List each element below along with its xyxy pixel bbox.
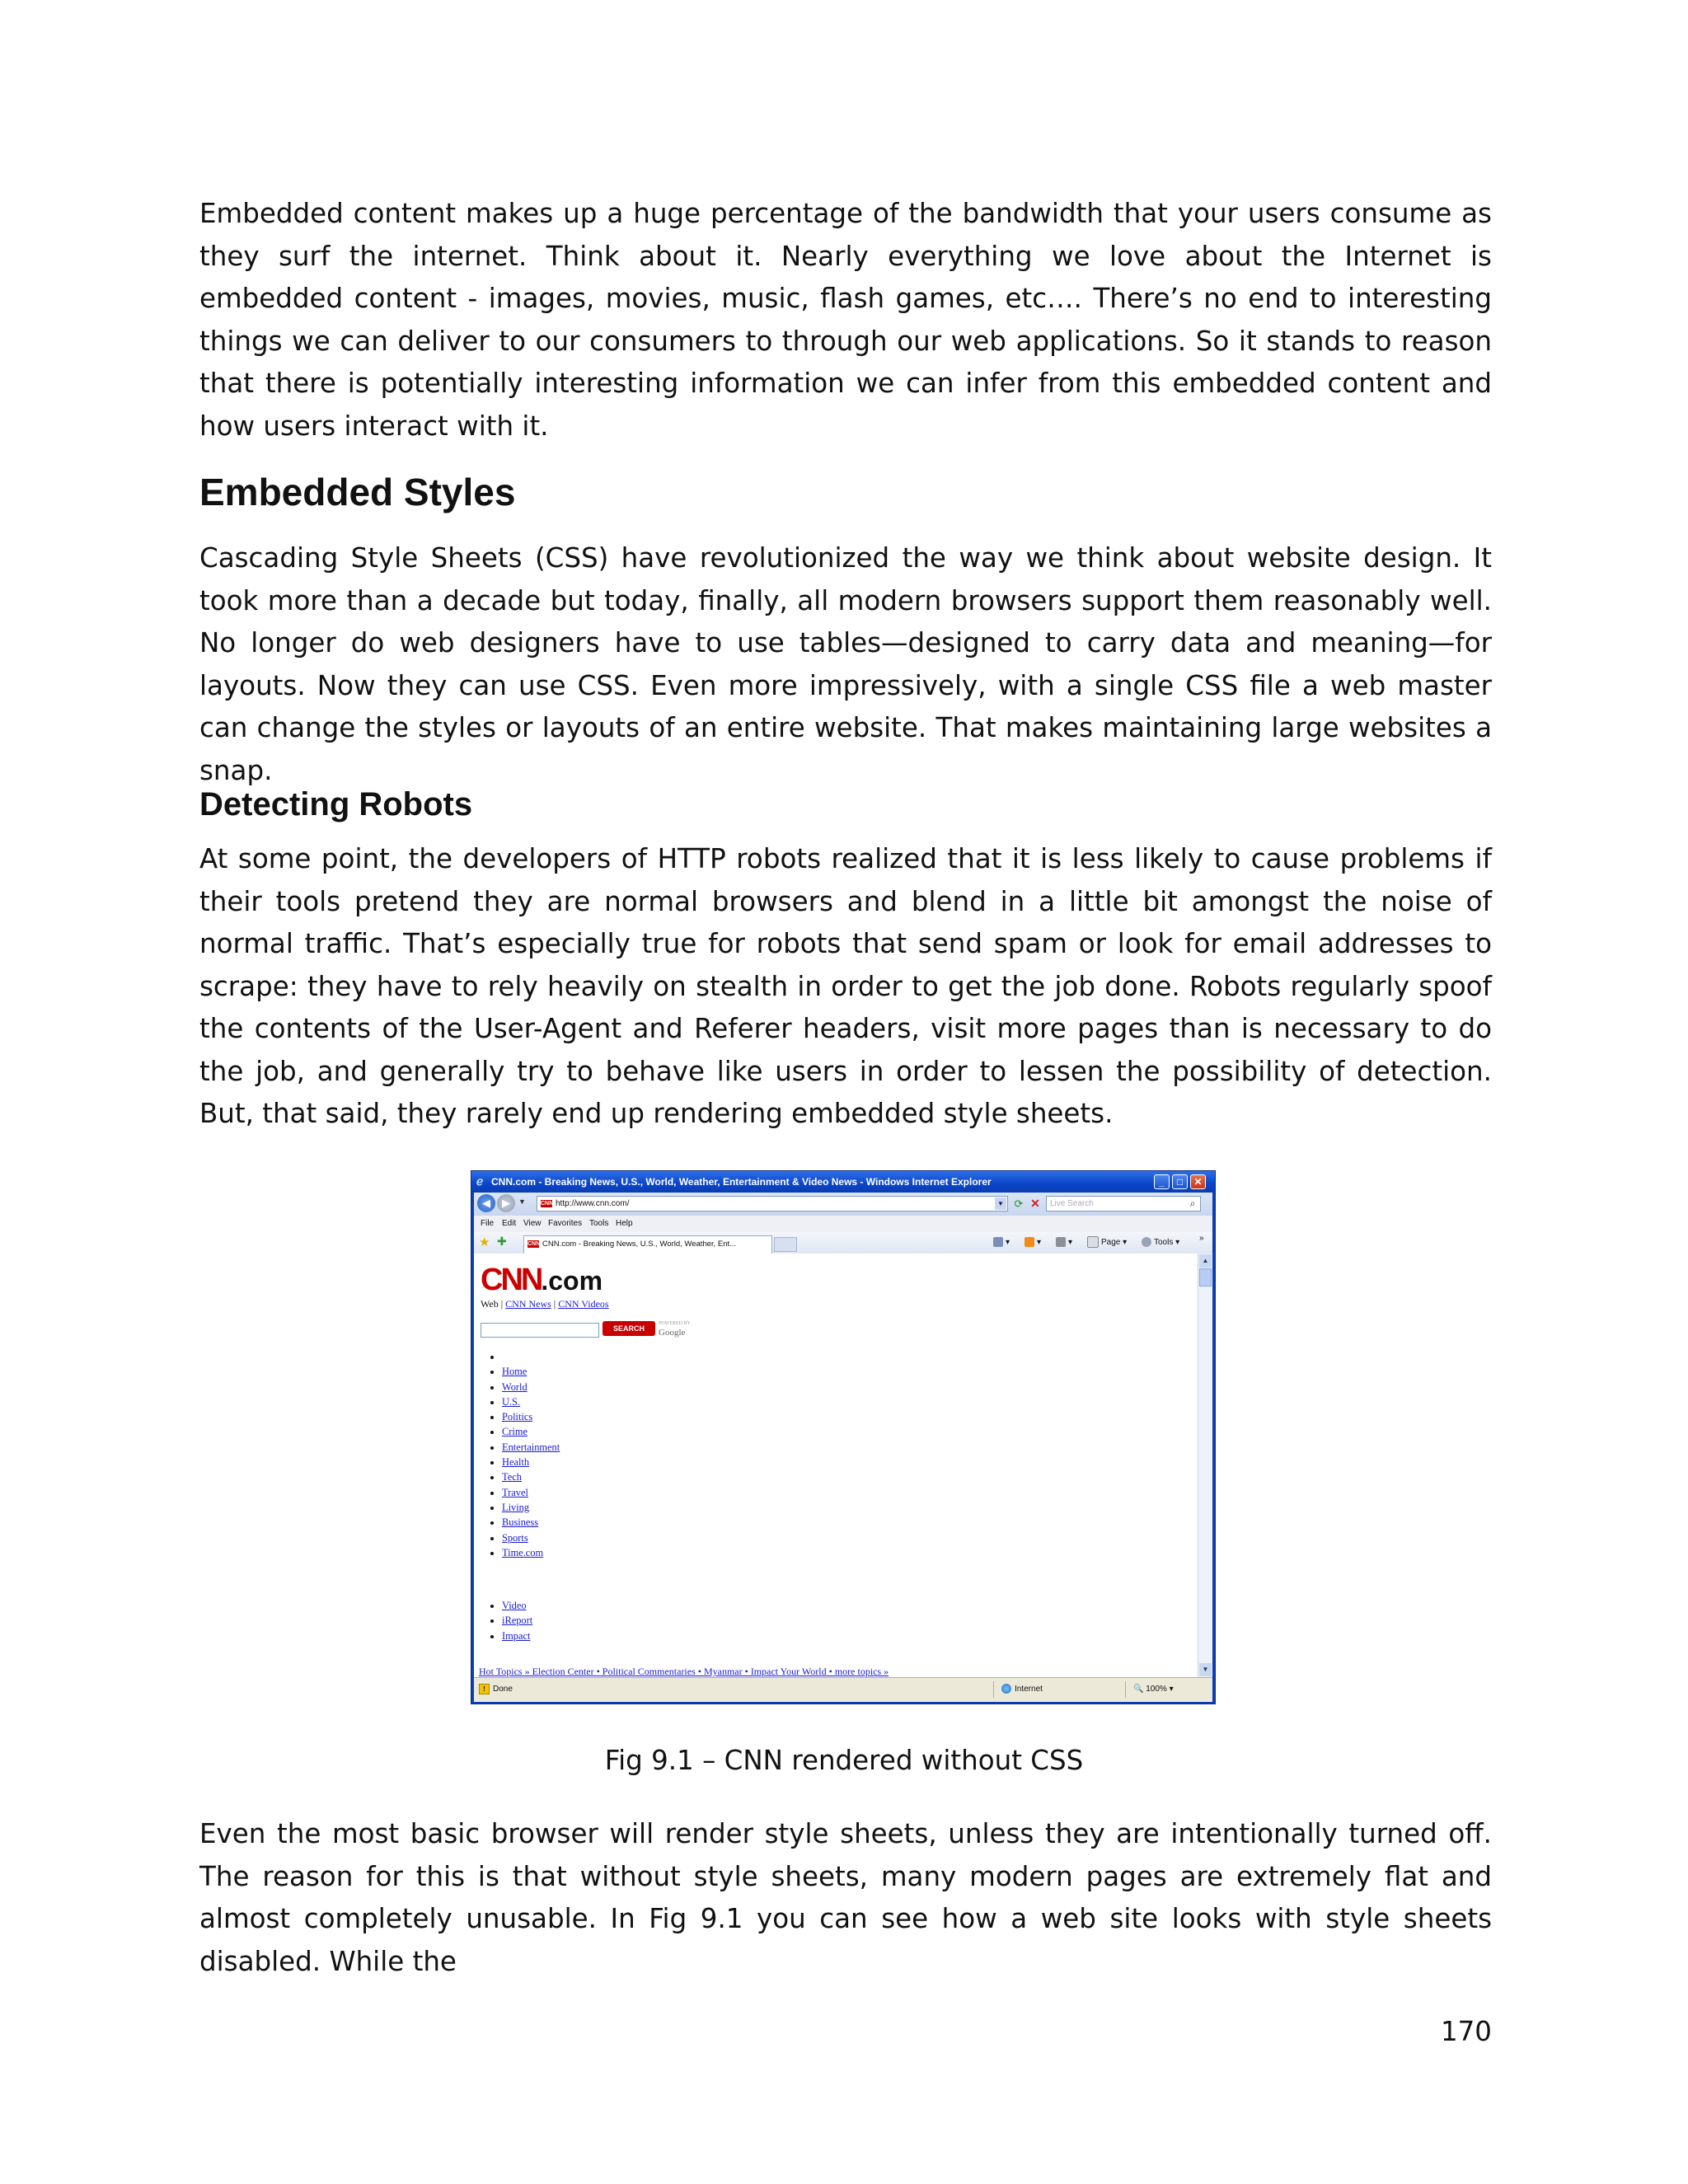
scope-cnn-news-link[interactable]: CNN News bbox=[505, 1298, 551, 1310]
nav-list bbox=[492, 1349, 560, 1560]
figure-caption: Fig 9.1 – CNN rendered without CSS bbox=[604, 1745, 1084, 1776]
google-badge bbox=[659, 1319, 691, 1338]
intro-paragraph: Embedded content makes up a huge percentage of the bandwidth that your users consume as they surf the internet. Think about it. Nearly everything we love about the Internet is embedded content - images, movies, music, flash games, etc…. There’s no end to interesting things we can deliver to our consumers to through our web applications. So it stands to reason that there is potentially interesting information we can infer from this embedded content and how users interact with it. bbox=[199, 198, 1492, 442]
cnn-search-button[interactable]: SEARCH bbox=[603, 1321, 655, 1336]
list-item bbox=[502, 1530, 560, 1545]
add-favorites-icon[interactable]: ✚ bbox=[497, 1235, 507, 1248]
zoom-label: 100% bbox=[1146, 1685, 1167, 1694]
list-item bbox=[502, 1545, 560, 1560]
menu-help[interactable]: Help bbox=[616, 1219, 633, 1228]
closing-paragraph: Even the most basic browser will render style sheets, unless they are intentionally turned off. The reason for this is that without style sheets, many modern pages are extremely flat and almost completely unusable. In Fig 9.1 you can see how a web site looks with style sheets disabled. While the bbox=[199, 1818, 1492, 1977]
history-dropdown-icon[interactable]: ▼ bbox=[518, 1197, 526, 1206]
menu-edit[interactable]: Edit bbox=[502, 1219, 517, 1228]
nav-link-us[interactable]: U.S. bbox=[502, 1395, 521, 1408]
list-item bbox=[502, 1424, 560, 1439]
nav-link-crime[interactable]: Crime bbox=[502, 1426, 528, 1438]
nav-link-politics[interactable]: Politics bbox=[502, 1411, 533, 1423]
globe-icon bbox=[1001, 1684, 1011, 1694]
tools-command[interactable]: Tools ▾ bbox=[1142, 1236, 1179, 1249]
nav-list-secondary bbox=[492, 1598, 532, 1643]
address-url: http://www.cnn.com/ bbox=[556, 1199, 630, 1208]
logo-cnn-text: CNN bbox=[481, 1263, 542, 1297]
stop-icon[interactable]: ✕ bbox=[1030, 1197, 1040, 1210]
nav-link-business[interactable]: Business bbox=[502, 1516, 539, 1529]
robots-paragraph: At some point, the developers of HTTP robots realized that it is less likely to cause problems if their tools pretend they are normal browsers and blend in a little bit amongst the noise of normal traffic. That’s especially true for robots that send spam or look for email addresses to scrape: they have to rely heavily on stealth in order to get the job done. Robots regularly spoof the contents of the User-Agent and Referer headers, visit more pages than is necessary to do the job, and generally try to behave like users in order to lessen the possibility of detection. But, that said, they rarely end up rendering embedded style sheets. bbox=[199, 843, 1492, 1129]
new-tab-button[interactable] bbox=[774, 1237, 797, 1252]
cnn-logo[interactable] bbox=[481, 1263, 603, 1303]
list-item bbox=[502, 1613, 532, 1628]
page-number: 170 bbox=[1440, 2016, 1492, 2047]
search-scope-links bbox=[481, 1298, 609, 1310]
address-dropdown-icon[interactable]: ▼ bbox=[995, 1197, 1006, 1210]
nav-link-sports[interactable]: Sports bbox=[502, 1531, 528, 1544]
hot-topics-links[interactable] bbox=[479, 1666, 889, 1677]
scroll-thumb[interactable] bbox=[1199, 1268, 1212, 1286]
nav-link-impact[interactable]: Impact bbox=[502, 1629, 531, 1642]
list-item bbox=[502, 1349, 560, 1364]
scope-separator: | bbox=[498, 1298, 506, 1310]
favorites-bar bbox=[474, 1232, 1212, 1254]
page-command[interactable]: Page ▾ bbox=[1087, 1236, 1127, 1249]
tab-title: CNN.com - Breaking News, U.S., World, Weather, Ent... bbox=[542, 1240, 737, 1249]
zoom-level[interactable]: 🔍 100% ▾ bbox=[1133, 1685, 1174, 1694]
browser-client-area bbox=[474, 1193, 1212, 1702]
heading-detecting-robots: Detecting Robots bbox=[199, 786, 473, 823]
menu-file[interactable]: File bbox=[481, 1219, 495, 1228]
favicon-icon: CNN bbox=[541, 1200, 554, 1207]
feeds-command[interactable]: ▾ bbox=[1025, 1236, 1041, 1249]
vertical-scrollbar[interactable] bbox=[1198, 1254, 1212, 1677]
scope-web: Web bbox=[481, 1298, 499, 1310]
list-item bbox=[502, 1380, 560, 1394]
nav-link-health[interactable]: Health bbox=[502, 1456, 530, 1469]
nav-link-time[interactable]: Time.com bbox=[502, 1546, 544, 1558]
address-input[interactable] bbox=[537, 1196, 1008, 1212]
menu-view[interactable]: View bbox=[523, 1219, 542, 1228]
forward-button[interactable]: ▶ bbox=[497, 1194, 515, 1212]
list-item bbox=[502, 1455, 560, 1469]
figure-browser-screenshot bbox=[471, 1170, 1216, 1704]
favorites-star-icon[interactable]: ★ bbox=[479, 1235, 490, 1249]
nav-link-living[interactable]: Living bbox=[502, 1501, 530, 1513]
status-text bbox=[479, 1678, 513, 1701]
list-item bbox=[502, 1440, 560, 1455]
home-icon bbox=[993, 1237, 1003, 1247]
search-icon[interactable]: ⌕ bbox=[1189, 1197, 1196, 1209]
scroll-up-icon[interactable]: ▲ bbox=[1199, 1254, 1212, 1268]
nav-link-world[interactable]: World bbox=[502, 1380, 528, 1393]
tab-favicon-icon: CNN bbox=[528, 1240, 541, 1247]
browser-tab[interactable] bbox=[523, 1235, 772, 1254]
nav-link-travel[interactable]: Travel bbox=[502, 1486, 528, 1498]
scope-cnn-videos-link[interactable]: CNN Videos bbox=[558, 1298, 609, 1310]
gear-icon bbox=[1142, 1237, 1151, 1247]
status-divider bbox=[993, 1681, 994, 1698]
zone-label: Internet bbox=[1015, 1685, 1043, 1694]
menu-tools[interactable]: Tools bbox=[589, 1219, 609, 1228]
list-item bbox=[502, 1598, 532, 1613]
window-title: CNN.com - Breaking News, U.S., World, Weather, Entertainment & Video News - Windows Internet Explorer bbox=[491, 1176, 992, 1188]
hot-topics-text[interactable]: Hot Topics » Election Center • Political Commentaries • Myanmar • Impact Your World • more topics » bbox=[479, 1666, 889, 1677]
status-divider bbox=[1125, 1681, 1126, 1698]
refresh-icon[interactable]: ⟳ bbox=[1014, 1197, 1024, 1210]
home-command[interactable]: ▾ bbox=[993, 1236, 1010, 1249]
css-paragraph: Cascading Style Sheets (CSS) have revolutionized the way we think about website design. It took more than a decade but today, finally, all modern browsers support them reasonably well. No longer do web designers have to use tables—designed to carry data and meaning—for layouts. Now they can use CSS. Even more impressively, with a single CSS file a web master can change the styles or layouts of an entire website. That makes maintaining large websites a snap. bbox=[199, 542, 1492, 786]
status-done-label: Done bbox=[493, 1685, 513, 1694]
list-item bbox=[502, 1629, 532, 1643]
google-label: Google bbox=[659, 1328, 686, 1338]
logo-com-text: .com bbox=[541, 1266, 603, 1296]
list-item bbox=[502, 1485, 560, 1500]
list-item bbox=[502, 1515, 560, 1530]
ie-logo-icon: ℯ bbox=[476, 1174, 484, 1188]
rss-icon bbox=[1025, 1237, 1034, 1247]
list-item bbox=[502, 1394, 560, 1409]
minimize-button[interactable]: _ bbox=[1154, 1174, 1170, 1189]
cnn-search-input[interactable] bbox=[481, 1323, 599, 1338]
tools-command-label: Tools bbox=[1154, 1238, 1174, 1247]
web-page-content bbox=[474, 1254, 1198, 1677]
close-button[interactable]: ✕ bbox=[1190, 1174, 1206, 1189]
menu-favorites[interactable]: Favorites bbox=[548, 1219, 583, 1228]
live-search-input[interactable]: Live Search bbox=[1046, 1196, 1201, 1212]
menu-bar bbox=[474, 1216, 1212, 1232]
security-zone bbox=[1001, 1678, 1043, 1701]
list-item bbox=[502, 1500, 560, 1515]
powered-by-label: POWERED BY bbox=[659, 1321, 691, 1326]
scope-separator: | bbox=[551, 1298, 559, 1310]
print-command[interactable]: ▾ bbox=[1056, 1236, 1072, 1249]
list-item bbox=[502, 1364, 560, 1379]
nav-link-ireport[interactable]: iReport bbox=[502, 1615, 533, 1627]
heading-embedded-styles: Embedded Styles bbox=[199, 471, 516, 513]
chevron-right-icon[interactable]: » bbox=[1199, 1234, 1204, 1243]
window-titlebar bbox=[471, 1171, 1215, 1193]
page-command-label: Page bbox=[1101, 1238, 1121, 1247]
scroll-down-icon[interactable]: ▼ bbox=[1199, 1663, 1212, 1676]
back-button[interactable]: ◀ bbox=[477, 1194, 495, 1212]
nav-link-entertainment[interactable]: Entertainment bbox=[502, 1441, 560, 1453]
maximize-button[interactable]: □ bbox=[1172, 1174, 1188, 1189]
status-bar bbox=[474, 1677, 1212, 1701]
warning-icon: ! bbox=[479, 1684, 490, 1694]
print-icon bbox=[1056, 1237, 1066, 1247]
address-bar bbox=[474, 1193, 1212, 1216]
list-item bbox=[502, 1409, 560, 1424]
nav-link-home[interactable]: Home bbox=[502, 1366, 528, 1378]
list-item bbox=[502, 1469, 560, 1484]
page-icon bbox=[1087, 1236, 1099, 1248]
nav-link-video[interactable]: Video bbox=[502, 1600, 527, 1611]
nav-link-tech[interactable]: Tech bbox=[502, 1471, 522, 1483]
